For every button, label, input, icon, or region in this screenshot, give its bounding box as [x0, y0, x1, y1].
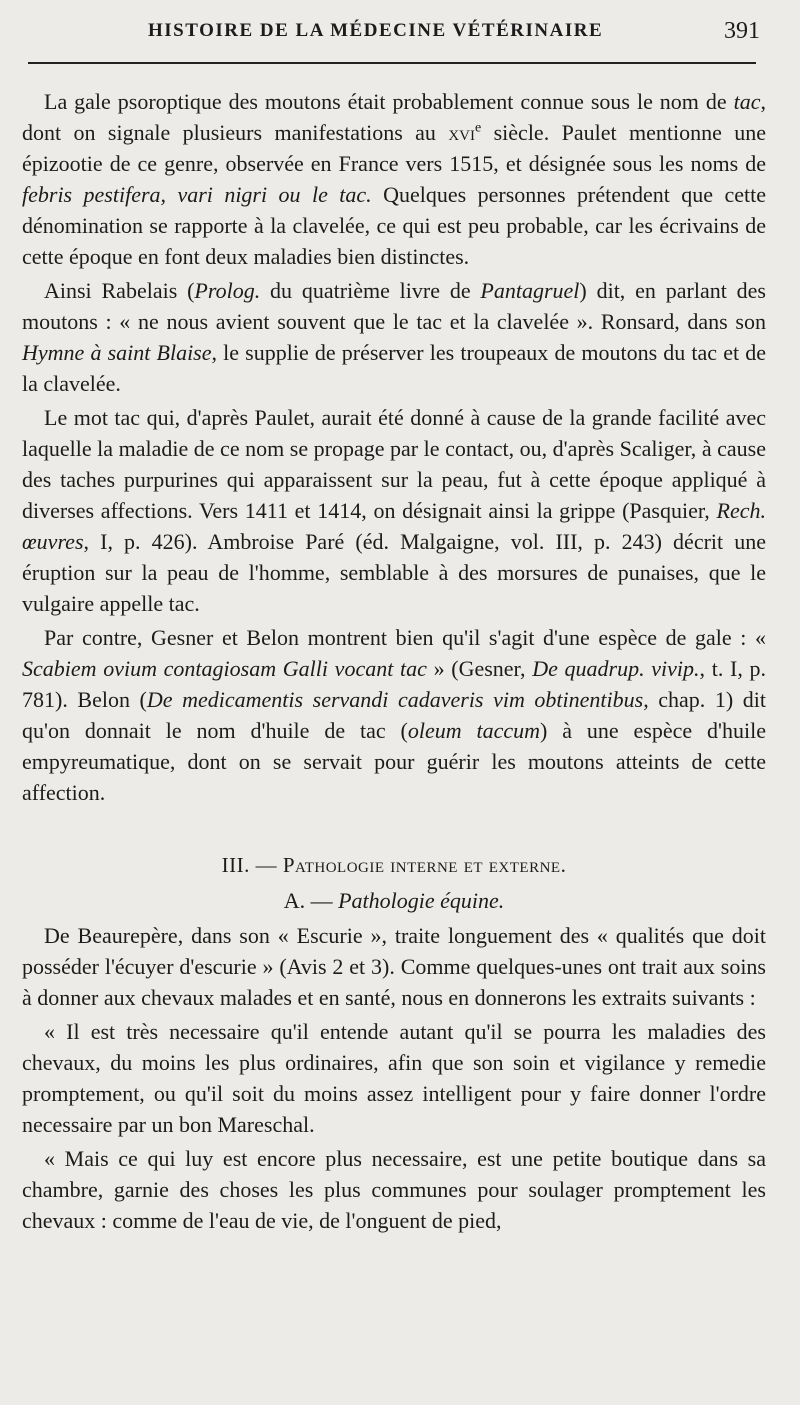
- p1-italic-tac: tac: [733, 89, 761, 114]
- p3-italic-rech: Rech. œuvres: [22, 498, 766, 554]
- p2-text-e: ) dit, en parlant des moutons : « ne nous avient souvent que le tac et la clavelée ». Ronsard, dans son: [22, 278, 766, 334]
- p3-text-c: , I, p. 426). Ambroise Paré (éd. Malgaigne, vol. III, p. 243) décrit une éruption sur la peau de l'homme, semblable à des morsures de punaises, que le vulgaire appelle tac.: [22, 529, 766, 616]
- paragraph-7: « Mais ce qui luy est encore plus necessaire, est une petite boutique dans sa chambre, garnie des choses les plus communes pour soulager promptement les chevaux : comme de l'eau de vie, de l'onguent de pied,: [22, 1146, 766, 1233]
- p4-italic-oleum: oleum taccum: [407, 718, 541, 743]
- section-number: III. —: [221, 853, 283, 877]
- running-head: [28, 14, 760, 54]
- paragraph-6: « Il est très necessaire qu'il entende autant qu'il se pourra les maladies des chevaux, du moins les plus ordinaires, afin que son soin et vigilance y remedie promptement, ou qu'il soit du moins assez intelligent pour y faire donner l'ordre necessaire par un bon Mareschal.: [22, 1019, 766, 1137]
- subsection-heading: [22, 885, 766, 916]
- body-text: [22, 86, 766, 1236]
- p2-italic-hymne: Hymne à saint Blaise: [22, 340, 212, 365]
- p1-italic-names: febris pestifera, vari nigri ou le tac.: [22, 182, 372, 207]
- p4-italic-quadrup: De quadrup. vivip.: [532, 656, 700, 681]
- paragraph-1: [22, 86, 766, 272]
- header-rule: [28, 62, 756, 64]
- paragraph-4: [22, 622, 766, 808]
- running-title: HISTOIRE DE LA MÉDECINE VÉTÉRINAIRE: [148, 20, 604, 41]
- p1-text-f: siècle. Paulet mentionne une épizootie de ce genre, observée en France vers 1515, et désignée sous les noms de: [22, 120, 767, 176]
- p1-superscript: e: [475, 120, 482, 136]
- p2-text-a: Ainsi Rabelais (: [44, 278, 195, 303]
- paragraph-5: De Beaurepère, dans son « Escurie », traite longuement des « qualités que doit posséder l'écuyer d'escurie » (Avis 2 et 3). Comme quelques-unes ont trait aux soins à donner aux chevaux malades et en santé, nous en donnerons les extraits suivants :: [22, 923, 766, 1010]
- p4-italic-medicamentis: De medicamentis servandi cadaveris vim obtinentibus: [146, 687, 644, 712]
- p4-text-e: , t. I, p. 781). Belon (: [22, 656, 767, 712]
- p4-text-g: , chap. 1) dit qu'on donnait le nom d'huile de tac (: [22, 687, 766, 743]
- p1-text-h: Quelques personnes prétendent que cette dénomination se rapporte à la clavelée, ce qui est peu probable, car les écrivains de cette époque en font deux maladies bien distinctes.: [22, 182, 766, 269]
- p4-text-i: ) à une espèce d'huile empyreumatique, dont on se servait pour guérir les moutons atteints de cette affection.: [22, 718, 766, 805]
- p2-italic-prolog: Prolog.: [194, 278, 261, 303]
- page-number: 391: [724, 18, 760, 44]
- p1-century-numeral: xvi: [448, 120, 475, 145]
- p3-text-a: Le mot tac qui, d'après Paulet, aurait été donné à cause de la grande facilité avec laquelle la maladie de ce nom se propage par le contact, ou, d'après Scaliger, à cause des taches purpurines qui apparaissent sur la peau, fut à cette époque appliqué à diverses affections. Vers 1411 et 1414, on désignait ainsi la grippe (Pasquier,: [22, 405, 766, 523]
- p4-italic-scabiem: Scabiem ovium contagiosam Galli vocant tac: [22, 656, 427, 681]
- section-title: Pathologie interne et externe.: [282, 853, 567, 877]
- p1-text-a: La gale psoroptique des moutons était probablement connue sous le nom de: [44, 89, 734, 114]
- paragraph-3: [22, 402, 766, 619]
- p2-italic-pantagruel: Pantagruel: [480, 278, 580, 303]
- subsection-letter: A. —: [283, 888, 339, 913]
- p4-text-a: Par contre, Gesner et Belon montrent bien qu'il s'agit d'une espèce de gale : «: [44, 625, 766, 650]
- subsection-title: Pathologie équine.: [338, 888, 505, 913]
- p1-text-c: , dont on signale plusieurs manifestations au: [22, 89, 766, 145]
- p2-text-c: du quatrième livre de: [260, 278, 481, 303]
- p2-text-g: , le supplie de préserver les troupeaux de moutons du tac et de la clavelée.: [22, 340, 766, 396]
- paragraph-2: [22, 275, 766, 399]
- p4-text-c: » (Gesner,: [426, 656, 533, 681]
- section-heading: [22, 850, 766, 881]
